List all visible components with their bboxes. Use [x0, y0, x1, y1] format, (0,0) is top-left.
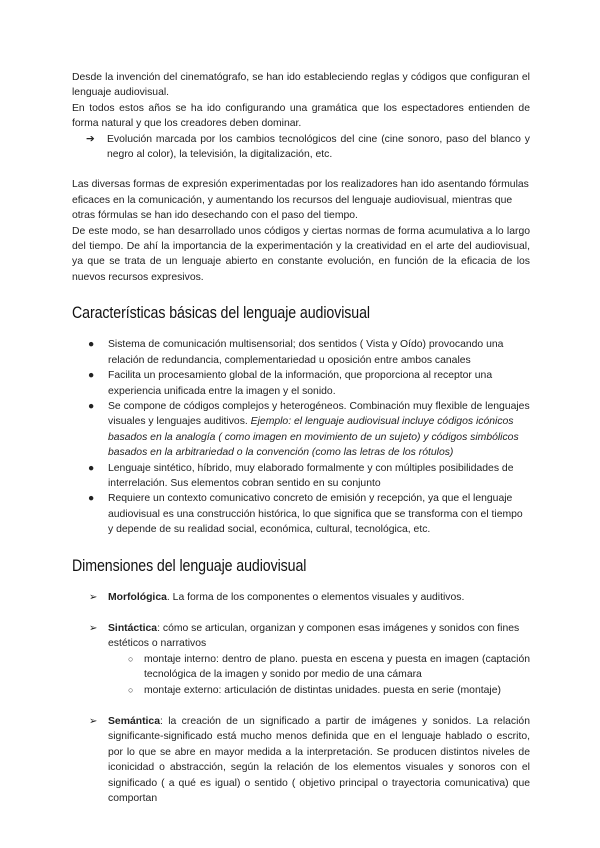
sub-item-montaje-externo: ○ montaje externo: articulación de distintas unidades. puesta en serie (montaje): [72, 683, 530, 698]
intro-arrow-item: [72, 132, 530, 163]
bullet-icon: ●: [88, 400, 95, 412]
bullet-icon: ●: [88, 493, 95, 505]
dimension-sintactica: ➢ Sintáctica: cómo se articulan, organizan y componen esas imágenes y sonidos con fines estéticos o narrativos: [89, 622, 520, 650]
list-item: ● Requiere un contexto comunicativo concreto de emisión y recepción, ya que el lenguaje audiovisual es una construcción histórica, lo que significa que se transforma con el tiempo y depende de su realidad social, económica, cultural, tecnológica, etc.: [88, 493, 523, 536]
arrow-icon: ➔: [86, 133, 95, 145]
dimension-morfologica: ➢ Morfológica. La forma de los componentes o elementos visuales y auditivos.: [72, 590, 530, 605]
list-item: ● Se compone de códigos complejos y heterogéneos. Combinación muy flexible de lenguajes visuales y lenguajes auditivos. Ejemplo: el lenguaje audiovisual incluye códigos icónicos basados en la analogía ( como imagen en movimiento de un sujeto) y códigos simbólicos basados en la arbitrariedad o la convención (como las letras de los rótulos): [88, 400, 530, 459]
list-item: ● Sistema de comunicación multisensorial; dos sentidos ( Vista y Oído) provocando una relación de redundancia, complementariedad u oposición entre ambos canales: [88, 339, 504, 366]
arrowhead-icon: ➢: [89, 591, 98, 603]
circle-bullet-icon: ○: [128, 653, 134, 664]
bullet-icon: ●: [88, 339, 95, 351]
arrow-item-text: Evolución marcada por los cambios tecnológicos del cine (cine sonoro, paso del blanco y negro al color), la televisión, la digitalización, etc.: [107, 133, 530, 161]
section-heading-dimensiones: Dimensiones del lenguaje audiovisual: [72, 556, 307, 575]
intro-paragraph-3: Las diversas formas de expresión experimentadas por los realizadores han ido asentando fórmulas eficaces en la comunicación, y aumentando los recursos del lenguaje audiovisual, mientras que otras fórmulas se han ido desechando con el paso del tiempo.: [72, 179, 529, 222]
caracteristicas-list: [72, 337, 530, 537]
bullet-icon: ●: [88, 370, 95, 382]
arrowhead-icon: ➢: [89, 622, 98, 634]
sub-item-montaje-interno: ○ montaje interno: dentro de plano. puesta en escena y puesta en imagen (captación tecnológica de la imagen y sonido por medio de una cámara: [128, 653, 530, 681]
bullet-icon: ●: [88, 462, 95, 474]
circle-bullet-icon: ○: [128, 684, 134, 695]
intro-paragraph-1: Desde la invención del cinematógrafo, se han ido estableciendo reglas y códigos que configuran el lenguaje audiovisual.: [72, 72, 530, 99]
intro-paragraph-2: En todos estos años se ha ido configurando una gramática que los espectadores entienden de forma natural y que los creadores deben dominar.: [72, 102, 530, 130]
list-item: ● Lenguaje sintético, híbrido, muy elaborado formalmente y con múltiples posibilidades de interrelación. Sus elementos cobran sentido en su conjunto: [88, 462, 514, 489]
example-text: Ejemplo: el lenguaje audiovisual incluye códigos icónicos basados en la analogía ( como imagen en movimiento de un sujeto) y códigos simbólicos basados en la arbitrariedad o la convención (como las letras de los rótulos): [108, 416, 519, 459]
arrowhead-icon: ➢: [89, 716, 98, 727]
dimension-semantica: ➢ Semántica: la creación de un significado a partir de imágenes y sonidos. La relación significante-significado está mucho menos definida que en el lenguaje hablado o escrito, por lo que se abre en mayor medida a la interpretación. Se producen distintos niveles de iconicidad o abstracción, según la relación de los elementos visuales y sonoros con el significado ( a qué es igual) o sentido ( objetivo principal o trayectoria comunicativa) que comportan: [89, 716, 530, 805]
intro-paragraph-4: De este modo, se han desarrollado unos códigos y ciertas normas de forma acumulativa a lo largo del tiempo. De ahí la importancia de la experimentación y la creatividad en el arte del audiovisual, ya que se trata de un lenguaje abierto en constante evolución, en función de la eficacia de los nuevos recursos expresivos.: [72, 225, 530, 283]
section-heading-caracteristicas: Características básicas del lenguaje audiovisual: [72, 304, 370, 323]
list-item: ● Facilita un procesamiento global de la información, que proporciona al receptor una experiencia unificada entre la imagen y el sonido.: [88, 370, 493, 397]
document-page: [72, 70, 530, 806]
